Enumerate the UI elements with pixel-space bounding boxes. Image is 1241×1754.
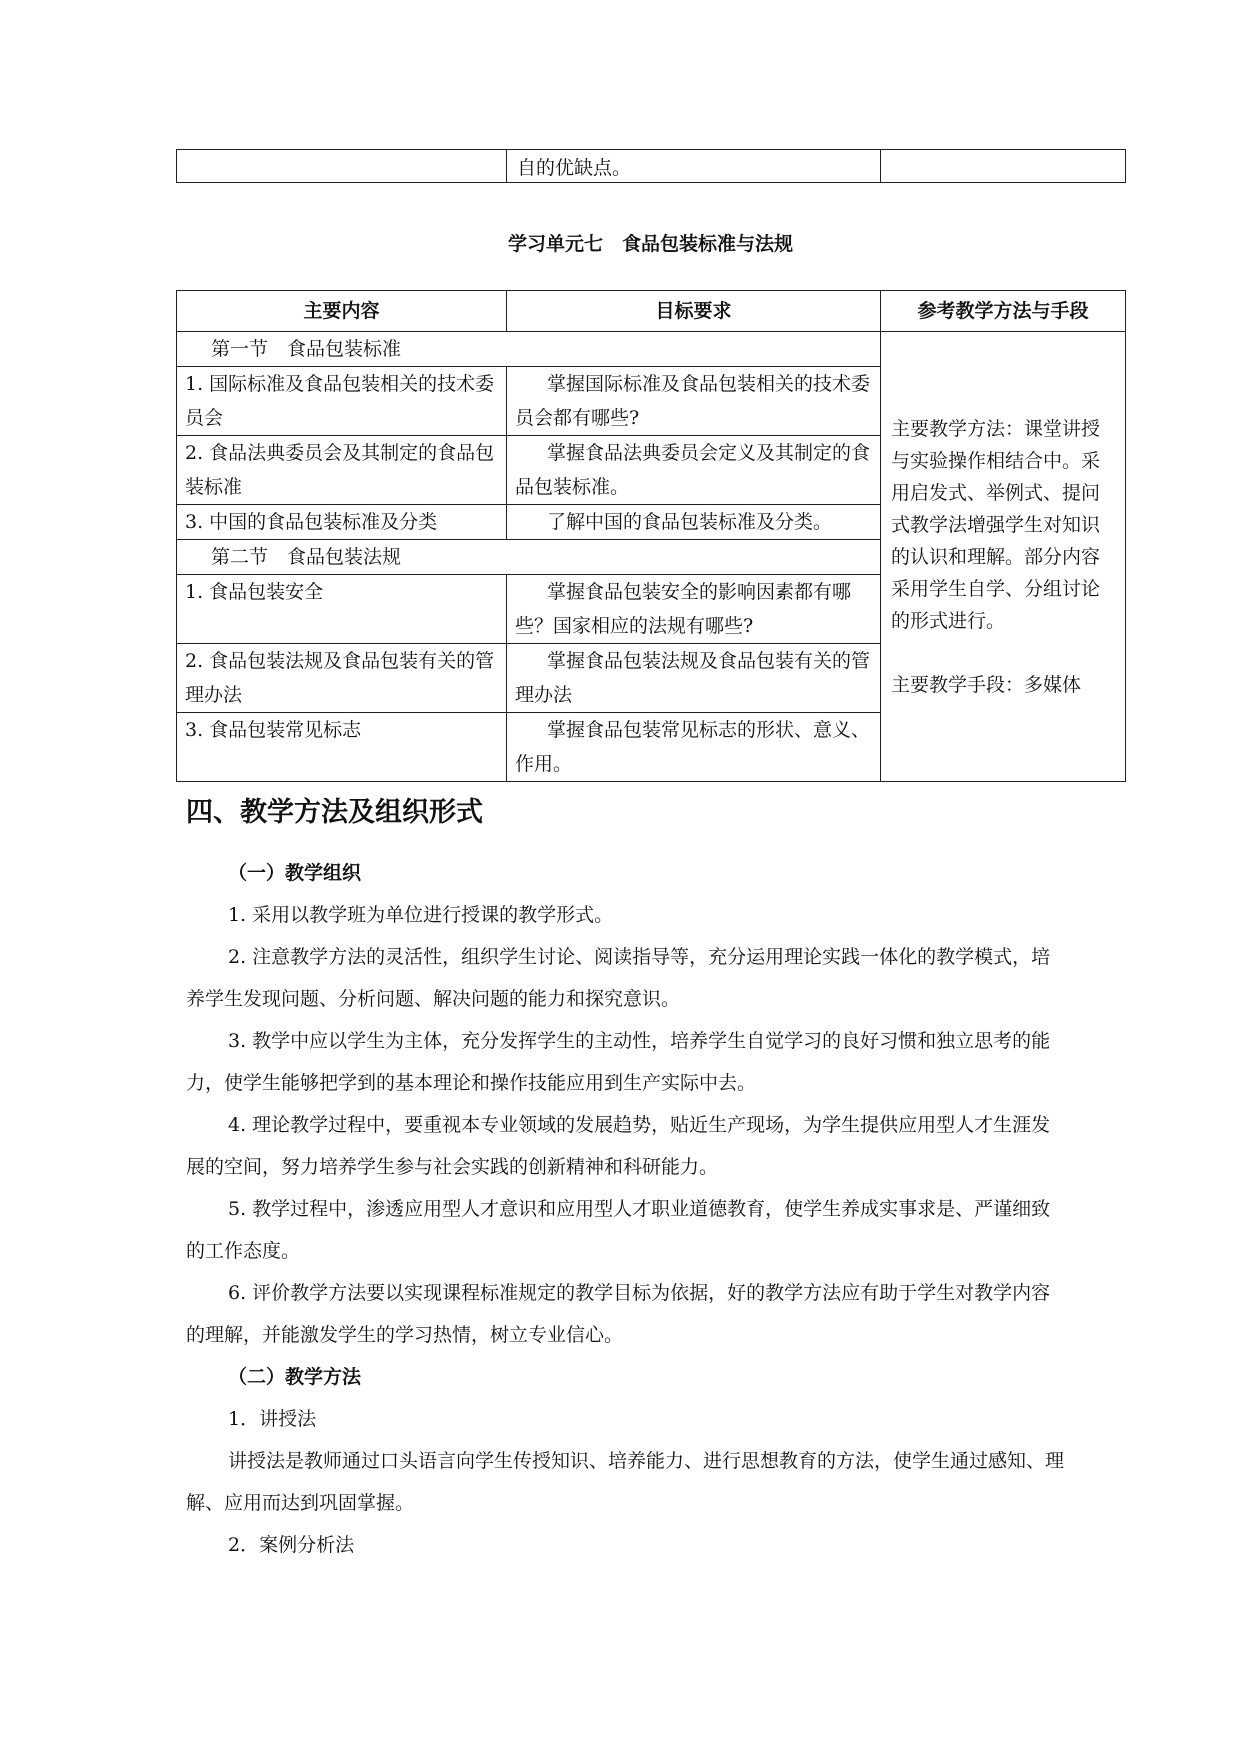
method-main-text: 主要教学方法：课堂讲授与实验操作相结合中。采用启发式、举例式、提问式教学法增强学生对知识的认识和理解。部分内容采用学生自学、分组讨论的形式进行。	[891, 417, 1101, 632]
list-item: 1. 采用以教学班为单位进行授课的教学形式。	[228, 904, 614, 926]
list-item: 5. 教学过程中，渗透应用型人才意识和应用型人才职业道德教育，使学生养成实事求是、严谨细致的工作态度。	[186, 1198, 1051, 1262]
unit-seven-table	[176, 290, 1126, 782]
content-cell: 1. 食品包装安全	[177, 575, 507, 644]
content-cell: 3. 食品包装常见标志	[177, 713, 507, 782]
table-header-row	[177, 291, 1126, 332]
list-item: 4. 理论教学过程中，要重视本专业领域的发展趋势，贴近生产现场，为学生提供应用型人才生涯发展的空间，努力培养学生参与社会实践的创新精神和科研能力。	[186, 1114, 1051, 1178]
unit-title: 学习单元七 食品包装标准与法规	[507, 233, 793, 255]
content-cell: 2. 食品法典委员会及其制定的食品包装标准	[177, 436, 507, 505]
method-description: 讲授法是教师通过口头语言向学生传授知识、培养能力、进行思想教育的方法，使学生通过感知、理解、应用而达到巩固掌握。	[186, 1450, 1065, 1514]
section-heading: 四、教学方法及组织形式	[186, 797, 483, 828]
section-title: 第一节 食品包装标准	[177, 332, 881, 367]
table-cell	[881, 150, 1126, 183]
section-row	[177, 332, 1126, 367]
content-cell: 1. 国际标准及食品包装相关的技术委员会	[177, 367, 507, 436]
method-title: 2．案例分析法	[228, 1534, 355, 1556]
column-header-content: 主要内容	[177, 291, 507, 332]
method-title: 1．讲授法	[228, 1408, 317, 1430]
content-cell: 3. 中国的食品包装标准及分类	[177, 505, 507, 540]
column-header-goal: 目标要求	[507, 291, 881, 332]
section-body	[186, 852, 1066, 1566]
goal-cell: 了解中国的食品包装标准及分类。	[507, 505, 881, 540]
method-cell	[881, 332, 1126, 782]
list-item: 2. 注意教学方法的灵活性，组织学生讨论、阅读指导等，充分运用理论实践一体化的教学模式，培养学生发现问题、分析问题、解决问题的能力和探究意识。	[186, 946, 1051, 1010]
subheading-methods: （二）教学方法	[228, 1366, 362, 1388]
table-cell	[177, 150, 507, 183]
method-means-text: 主要教学手段：多媒体	[891, 673, 1082, 696]
table-cell: 自的优缺点。	[507, 150, 881, 183]
content-cell: 2. 食品包装法规及食品包装有关的管理办法	[177, 644, 507, 713]
table-row	[177, 150, 1126, 183]
section-title: 第二节 食品包装法规	[177, 540, 881, 575]
goal-cell: 掌握食品包装安全的影响因素都有哪些？国家相应的法规有哪些?	[507, 575, 881, 644]
subheading-organization: （一）教学组织	[228, 862, 362, 884]
goal-cell: 掌握食品法典委员会定义及其制定的食品包装标准。	[507, 436, 881, 505]
goal-cell: 掌握食品包装法规及食品包装有关的管理办法	[507, 644, 881, 713]
list-item: 3. 教学中应以学生为主体，充分发挥学生的主动性，培养学生自觉学习的良好习惯和独立思考的能力，使学生能够把学到的基本理论和操作技能应用到生产实际中去。	[186, 1030, 1051, 1094]
column-header-method: 参考教学方法与手段	[881, 291, 1126, 332]
list-item: 6. 评价教学方法要以实现课程标准规定的教学目标为依据，好的教学方法应有助于学生对教学内容的理解，并能激发学生的学习热情，树立专业信心。	[186, 1282, 1051, 1346]
goal-cell: 掌握食品包装常见标志的形状、意义、作用。	[507, 713, 881, 782]
goal-cell: 掌握国际标准及食品包装相关的技术委员会都有哪些?	[507, 367, 881, 436]
previous-table-tail	[176, 149, 1126, 183]
